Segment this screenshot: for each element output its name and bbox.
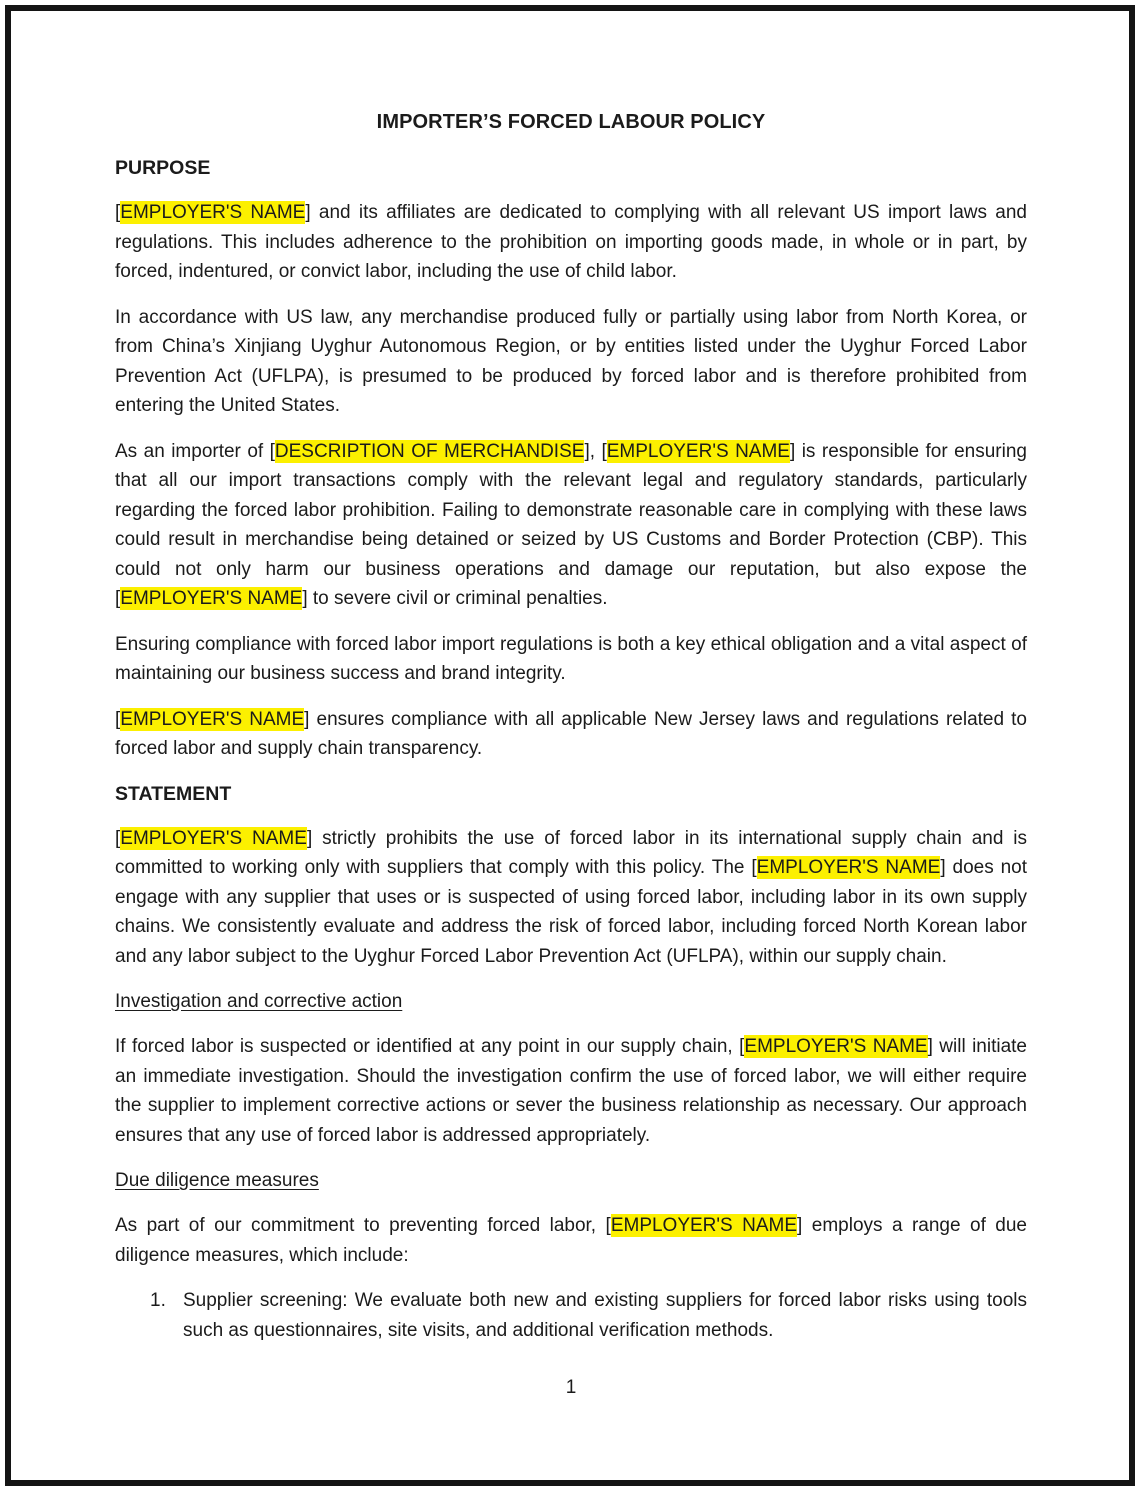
text-run: [ <box>115 202 121 223</box>
paragraph-investigation <box>115 1032 1027 1150</box>
text-run: Ensuring compliance with forced labor import regulations is both a key ethical obligation and a vital aspect of maintaining our business success and brand integrity. <box>115 633 1027 684</box>
text-run: ] will initiate an immediate investigation. Should the investigation confirm the use of forced labor, we will either require the supplier to implement corrective actions or sever the business relationship as necessary. Our approach ensures that any use of forced labor is addressed appropriately. <box>115 1036 1027 1146</box>
paragraph-due-diligence <box>115 1211 1027 1270</box>
subheading-due-diligence: Due diligence measures <box>115 1170 319 1191</box>
subheading-investigation: Investigation and corrective action <box>115 991 403 1012</box>
text-run: As part of our commitment to preventing forced labor, [ <box>115 1215 611 1236</box>
text-run: ] ensures compliance with all applicable New Jersey laws and regulations related to forced labor and supply chain transparency. <box>115 708 1027 759</box>
text-run: If forced labor is suspected or identified at any point in our supply chain, [ <box>115 1036 745 1057</box>
paragraph-us-law <box>115 303 1027 421</box>
text-run: [ <box>115 827 121 849</box>
page-number: 1 <box>565 1377 577 1398</box>
list-item <box>115 1286 1027 1345</box>
page-border <box>5 5 1135 1486</box>
text-run: ] strictly prohibits the use of forced labor in its international supply chain and is committed to working only with suppliers that comply with this policy. The [ <box>115 827 1028 878</box>
highlight-merchandise-description: DESCRIPTION OF MERCHANDISE <box>274 440 585 462</box>
paragraph-intro <box>115 198 1027 287</box>
paragraph-nj-compliance <box>115 705 1027 764</box>
text-run: ], [ <box>584 440 607 462</box>
text-run: ] and its affiliates are dedicated to complying with all relevant US import laws and regulations. This includes adherence to the prohibition on importing goods made, in whole or in part, by forced, indentured, or convict labor, including the use of child labor. <box>115 202 1027 282</box>
highlight-employer-name: EMPLOYER'S NAME <box>606 440 790 462</box>
highlight-employer-name: EMPLOYER'S NAME <box>610 1215 798 1236</box>
text-run: In accordance with US law, any merchandise produced fully or partially using labor from North Korea, or from China’s Xinjiang Uyghur Autonomous Region, or by entities listed under the Uyghur Forced Labor Prevention Act (UFLPA), is presumed to be produced by forced labor and is therefore prohibited from entering the United States. <box>115 306 1027 416</box>
list-item-text: Supplier screening: We evaluate both new and existing suppliers for forced labor risks using tools such as questionnaires, site visits, and additional verification methods. <box>183 1290 1027 1341</box>
highlight-employer-name: EMPLOYER'S NAME <box>744 1036 928 1057</box>
heading-statement: STATEMENT <box>115 782 232 805</box>
highlight-employer-name: EMPLOYER'S NAME <box>756 857 941 878</box>
highlight-employer-name: EMPLOYER'S NAME <box>120 202 306 223</box>
heading-purpose: PURPOSE <box>115 157 211 179</box>
paragraph-statement <box>115 824 1027 972</box>
text-run: As an importer of [ <box>115 440 275 462</box>
text-run: ] employs a range of due diligence measures, which include: <box>115 1215 1027 1266</box>
paragraph-importer-responsibility <box>115 437 1027 614</box>
highlight-employer-name: EMPLOYER'S NAME <box>120 588 303 609</box>
document-title: IMPORTER’S FORCED LABOUR POLICY <box>376 111 766 133</box>
text-run: ] to severe civil or criminal penalties. <box>302 588 608 609</box>
text-run: [ <box>115 708 121 730</box>
list-item-number: 1. <box>150 1290 166 1311</box>
ordered-list <box>115 1286 1027 1345</box>
text-run: ] does not engage with any supplier that uses or is suspected of using forced labor, including labor in its own supply chains. We consistently evaluate and address the risk of forced labor, including forced North Korean labor and any labor subject to the Uyghur Forced Labor Prevention Act (UFLPA), within our supply chain. <box>115 857 1027 967</box>
highlight-employer-name: EMPLOYER'S NAME <box>120 708 305 730</box>
highlight-employer-name: EMPLOYER'S NAME <box>120 827 307 849</box>
text-run: ] is responsible for ensuring that all our import transactions comply with the relevant legal and regulatory standards, particularly regarding the forced labor prohibition. Failing to demonstrate reasonable care in complying with these laws could result in merchandise being detained or seized by US Customs and Border Protection (CBP). This could not only harm our business operations and damage our reputation, but also expose the [ <box>115 440 1027 609</box>
paragraph-ethical-obligation <box>115 630 1027 689</box>
